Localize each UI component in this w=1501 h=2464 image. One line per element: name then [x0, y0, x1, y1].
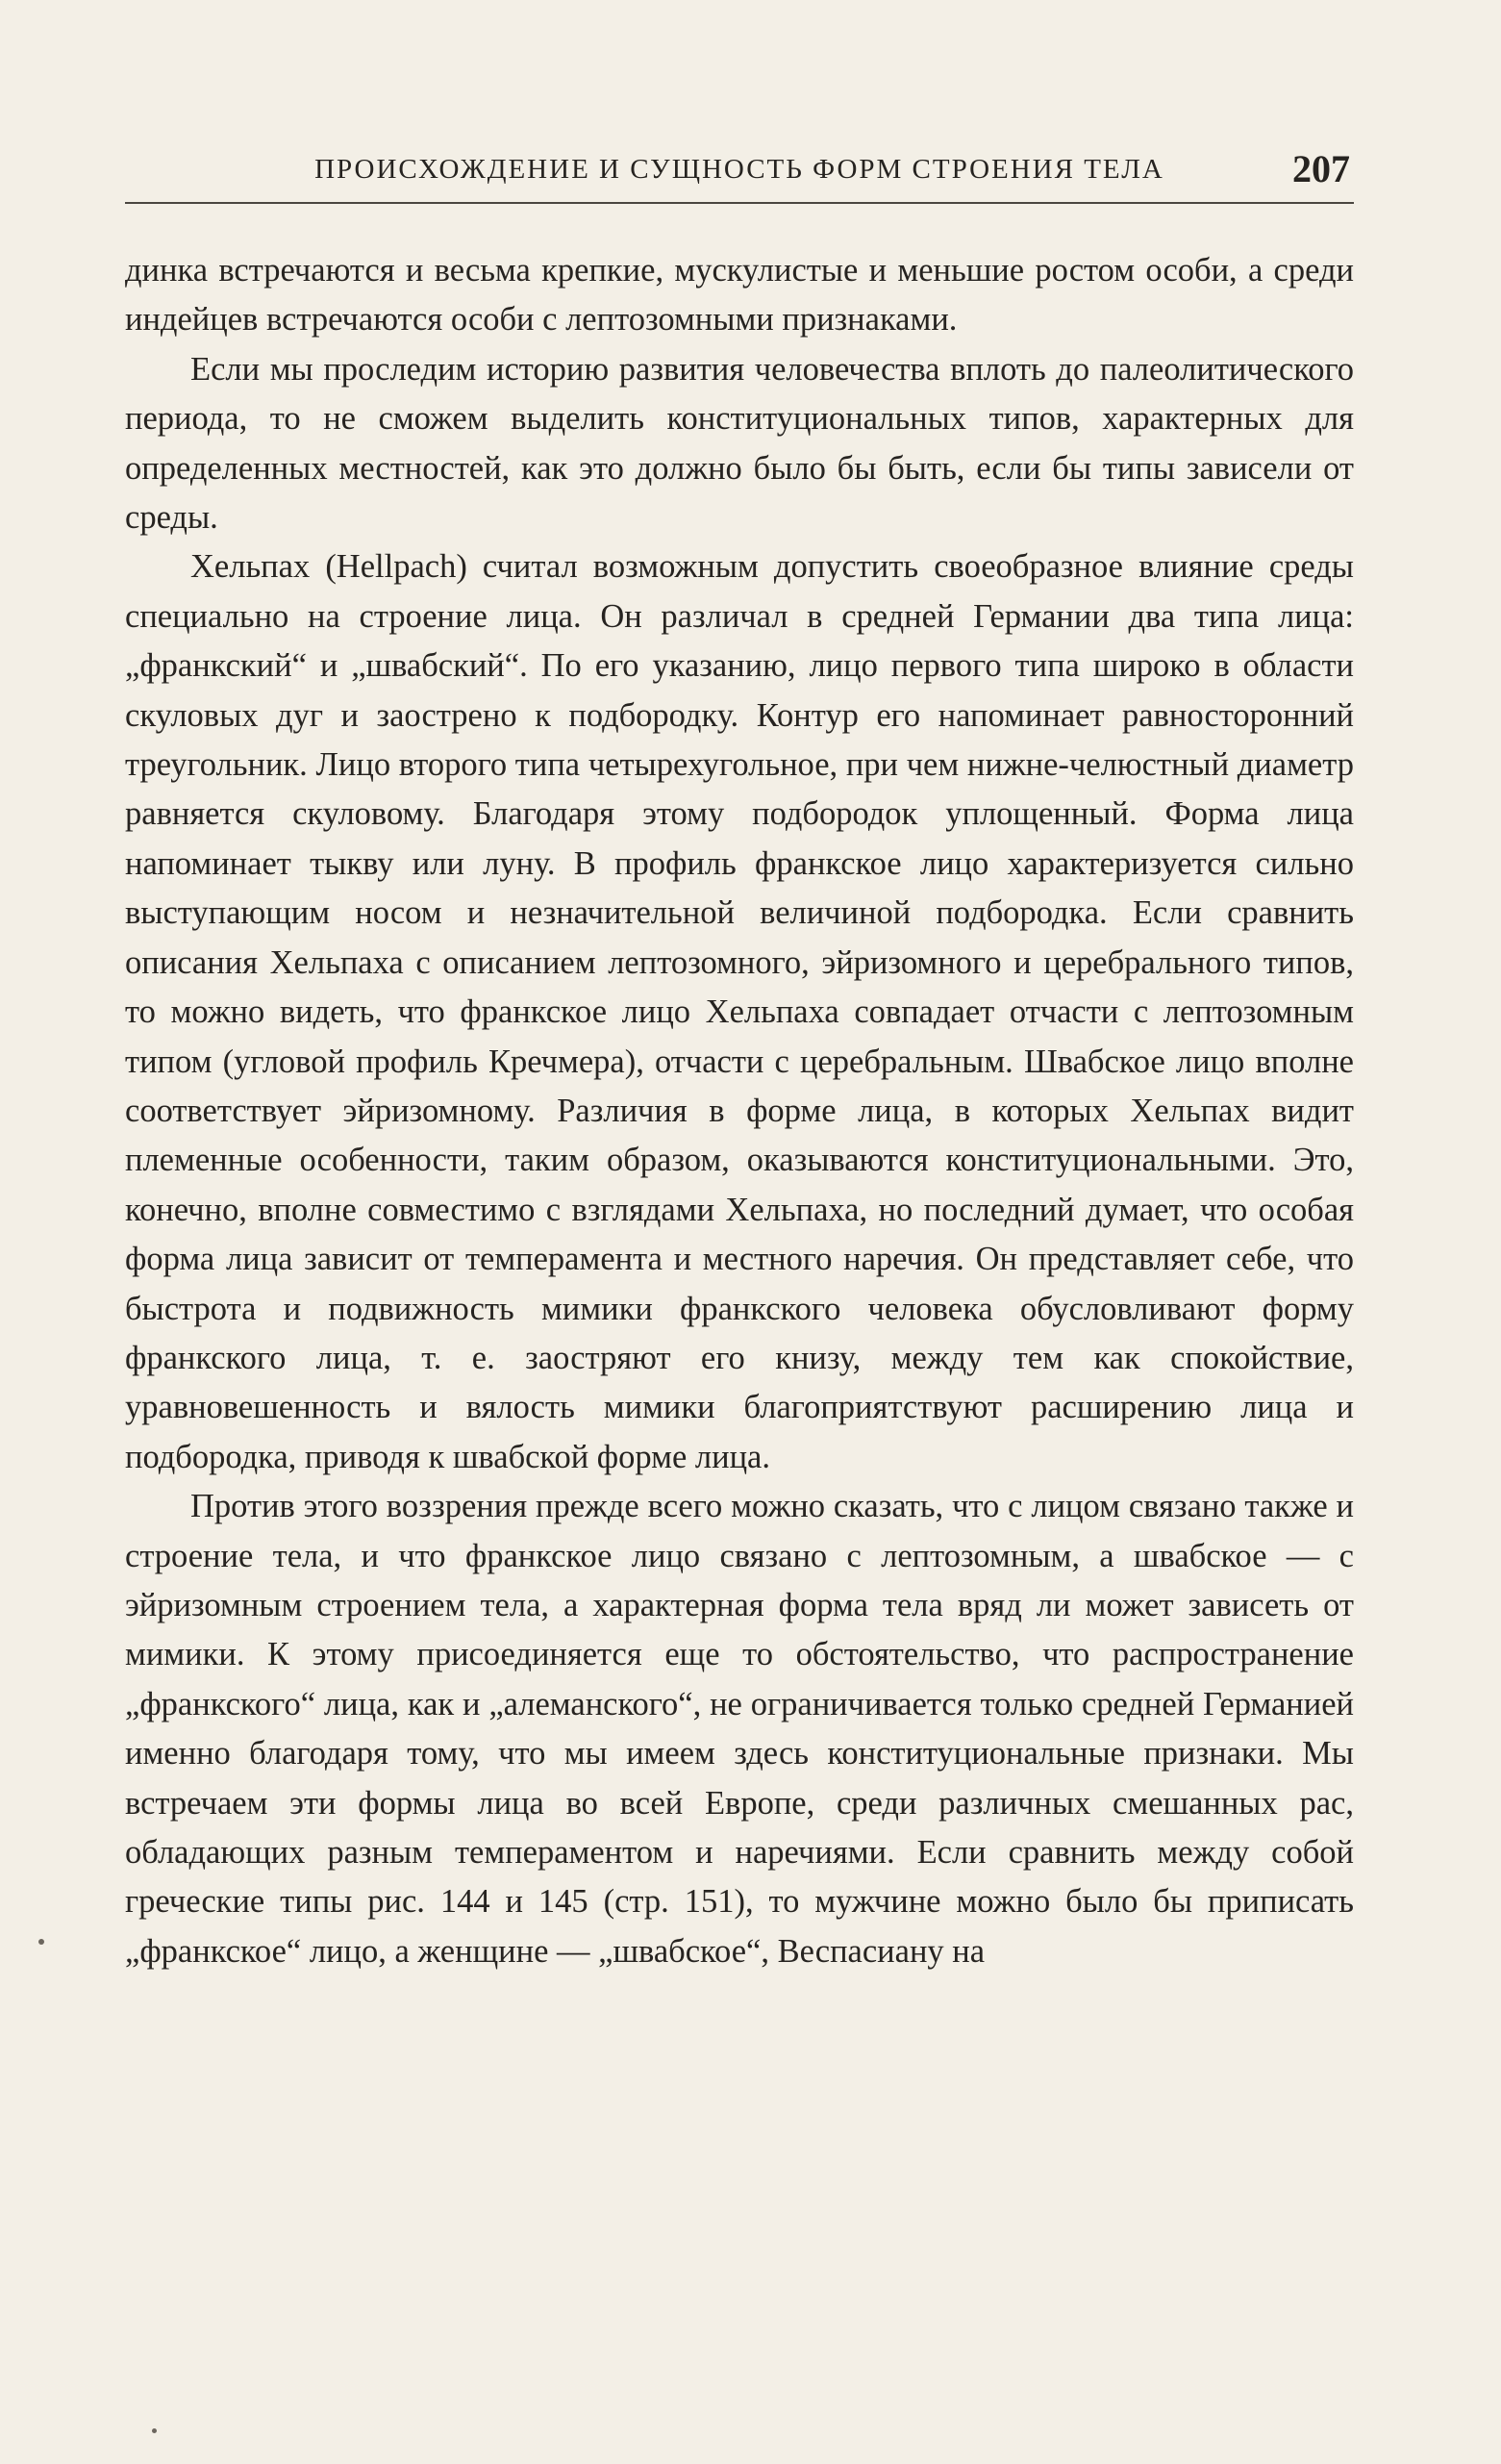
body-text [125, 246, 1354, 1976]
print-speck [152, 2428, 157, 2433]
paragraph-hellpach: Хельпах (Hellpach) считал возможным допустить своеобразное влияние среды специально на строение лица. Он различал в средней Германии два типа лица: „франкский“ и „швабский“. По его указанию, лицо первого типа широко в области скуловых дуг и заострено к подбородку. Контур его напоминает равносторонний треугольник. Лицо второго типа четырехугольное, при чем нижне-челюстный диаметр равняется скуловому. Благодаря этому подбородок уплощенный. Форма лица напоминает тыкву или луну. В профиль франкское лицо характеризуется сильно выступающим носом и незначительной величиной подбородка. Если сравнить описания Хельпаха с описанием лептозомного, эйризомного и церебрального типов, то можно видеть, что франкское лицо Хельпаха совпадает отчасти с лептозомным типом (угловой профиль Кречмера), отчасти с церебральным. Швабское лицо вполне соответствует эйризомному. Различия в форме лица, в которых Хельпах видит племенные особенности, таким образом, оказываются конституциональными. Это, конечно, вполне совместимо с взглядами Хельпаха, но последний думает, что особая форма лица зависит от темперамента и местного наречия. Он представляет себе, что быстрота и подвижность мимики франкского человека обусловливают форму франкского лица, т. е. заостряют его книзу, между тем как спокойствие, уравновешенность и вялость мимики благоприятствуют расширению лица и подбородка, приводя к швабской форме лица. [125, 548, 1354, 1475]
paragraph-objection: Против этого воззрения прежде всего можно сказать, что с лицом связано также и строение тела, и что франкское лицо связано с лептозомным, а швабское — с эйризомным строением тела, а характерная форма тела вряд ли может зависеть от мимики. К этому присоединяется еще то обстоятельство, что распространение „франкского“ лица, как и „алеманского“, не ограничивается только средней Германией именно благодаря тому, что мы имеем здесь конституциональные признаки. Мы встречаем эти формы лица во всей Европе, среди различных смешанных рас, обладающих разным темпераментом и наречиями. Если сравнить между собой греческие типы рис. 144 и 145 (стр. 151), то мужчине можно было бы приписать „франкское“ лицо, а женщине — „швабское“, Веспасиану на [125, 1488, 1354, 1970]
paragraph-history: Если мы проследим историю развития человечества вплоть до палеолитического периода, то не сможем выделить конституциональных типов, характерных для определенных местностей, как это должно было бы быть, если бы типы зависели от среды. [125, 350, 1354, 537]
print-speck [38, 1939, 44, 1945]
page-number: 207 [1292, 147, 1350, 190]
paragraph-continuation: динка встречаются и весьма крепкие, мускулистые и меньшие ростом особи, а среди индейцев встречаются особи с лептозомными признаками. [125, 252, 1354, 339]
running-title: ПРОИСХОЖДЕНИЕ И СУЩНОСТЬ ФОРМ СТРОЕНИЯ ТЕЛА [314, 154, 1164, 185]
running-head [125, 144, 1354, 204]
